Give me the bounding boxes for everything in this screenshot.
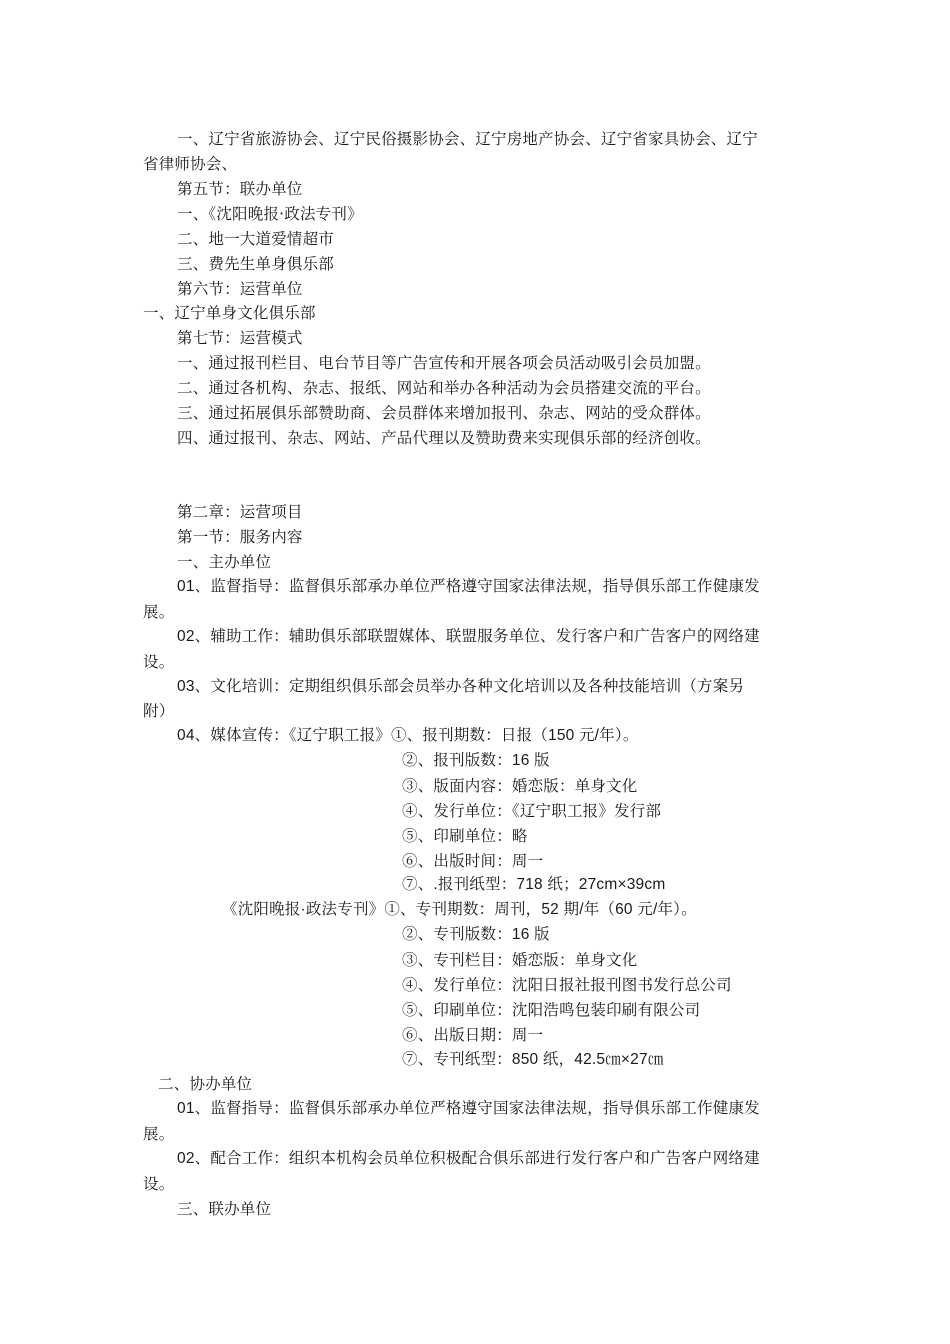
section-heading: 第五节：联办单位 bbox=[177, 180, 303, 198]
text-line: ③、专刊栏目：婚恋版：单身文化 bbox=[402, 951, 638, 969]
text-line: 一、通过报刊栏目、电台节目等广告宣传和开展各项会员活动吸引会员加盟。 bbox=[177, 354, 711, 372]
text-line: 一、《沈阳晚报·政法专刊》 bbox=[177, 205, 363, 223]
text-line: 四、通过报刊、杂志、网站、产品代理以及赞助费来实现俱乐部的经济创收。 bbox=[177, 429, 711, 447]
text-line: 二、通过各机构、杂志、报纸、网站和举办各种活动为会员搭建交流的平台。 bbox=[177, 379, 711, 397]
text-line: 02、配合工作：组织本机构会员单位积极配合俱乐部进行发行客户和广告客户网络建 bbox=[177, 1150, 760, 1167]
text-line: ⑥、出版日期：周一 bbox=[402, 1026, 544, 1044]
text-line: 01、监督指导：监督俱乐部承办单位严格遵守国家法律法规，指导俱乐部工作健康发 bbox=[177, 578, 760, 595]
text-line: ②、报刊版数：16 版 bbox=[402, 752, 550, 769]
text-line: 设。 bbox=[143, 1175, 175, 1193]
text-line: 03、文化培训：定期组织俱乐部会员举办各种文化培训以及各种技能培训（方案另 bbox=[177, 678, 745, 695]
text-line: 三、通过拓展俱乐部赞助商、会员群体来增加报刊、杂志、网站的受众群体。 bbox=[177, 404, 711, 422]
section-heading: 第六节：运营单位 bbox=[177, 280, 303, 298]
text-line: 一、主办单位 bbox=[177, 553, 272, 571]
text-line: ⑦、.报刊纸型：718 纸；27cm×39cm bbox=[402, 876, 666, 893]
text-line: 展。 bbox=[143, 603, 175, 621]
text-line: 设。 bbox=[143, 653, 175, 671]
section-heading: 第一节：服务内容 bbox=[177, 528, 303, 546]
text-line: 04、媒体宣传：《辽宁职工报》①、报刊期数：日报（150 元/年）。 bbox=[177, 727, 639, 744]
text-line: ④、发行单位：《辽宁职工报》发行部 bbox=[402, 802, 662, 820]
text-line: 三、联办单位 bbox=[177, 1200, 272, 1218]
text-line: 二、地一大道爱情超市 bbox=[177, 230, 335, 248]
text-line: ⑦、专刊纸型：850 纸，42.5㎝×27㎝ bbox=[402, 1051, 664, 1068]
text-line: ⑤、印刷单位：沈阳浩鸣包装印刷有限公司 bbox=[402, 1001, 701, 1019]
text-line: ⑥、出版时间：周一 bbox=[402, 852, 544, 870]
text-line: 展。 bbox=[143, 1125, 175, 1143]
text-line: ④、发行单位：沈阳日报社报刊图书发行总公司 bbox=[402, 976, 732, 994]
text-line: 一、辽宁省旅游协会、辽宁民俗摄影协会、辽宁房地产协会、辽宁省家具协会、辽宁 bbox=[177, 130, 758, 148]
text-line: 一、辽宁单身文化俱乐部 bbox=[143, 304, 316, 322]
text-line: 三、费先生单身俱乐部 bbox=[177, 255, 335, 273]
text-line: ③、版面内容：婚恋版：单身文化 bbox=[402, 777, 638, 795]
text-line: 二、协办单位 bbox=[158, 1075, 253, 1093]
chapter-heading: 第二章：运营项目 bbox=[177, 503, 303, 521]
section-heading: 第七节：运营模式 bbox=[177, 329, 303, 347]
text-line: 省律师协会、 bbox=[143, 155, 238, 173]
text-line: 01、监督指导：监督俱乐部承办单位严格遵守国家法律法规，指导俱乐部工作健康发 bbox=[177, 1100, 760, 1117]
text-line: 02、辅助工作：辅助俱乐部联盟媒体、联盟服务单位、发行客户和广告客户的网络建 bbox=[177, 628, 760, 645]
text-line: 《沈阳晚报·政法专刊》①、专刊期数：周刊，52 期/年（60 元/年）。 bbox=[222, 901, 697, 918]
text-line: ②、专刊版数：16 版 bbox=[402, 926, 550, 943]
text-line: ⑤、印刷单位：略 bbox=[402, 827, 528, 845]
text-line: 附） bbox=[143, 702, 175, 720]
